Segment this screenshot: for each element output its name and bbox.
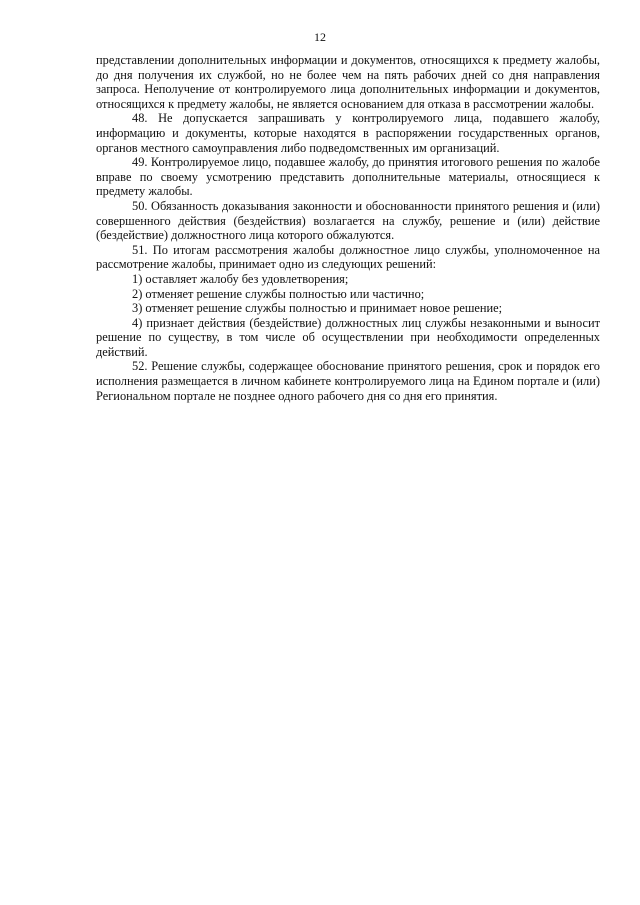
paragraph-50: 50. Обязанность доказывания законности и обоснованности принятого решения и (или) совершенного действия (бездействия) возлагается на службу, решение и (или) действие (бездействие) должностного лица которого обжалуются. (96, 198, 600, 243)
paragraph-51: 51. По итогам рассмотрения жалобы должностное лицо службы, уполномоченное на рассмотрение жалобы, принимает одно из следующих решений: (96, 242, 600, 272)
page-number: 12 (314, 30, 326, 44)
list-item-3: 3) отменяет решение службы полностью и принимает новое решение; (132, 301, 503, 316)
document-body (96, 53, 600, 403)
paragraph-48: 48. Не допускается запрашивать у контролируемого лица, подавшего жалобу, информацию и документы, которые находятся в распоряжении государственных органов, органов местного самоуправления либо подведомственных им организаций. (96, 111, 600, 155)
paragraph-49: 49. Контролируемое лицо, подавшее жалобу, до принятия итогового решения по жалобе вправе по своему усмотрению представить дополнительные материалы, относящиеся к предмету жалобы. (96, 155, 600, 199)
list-item-4: 4) признает действия (бездействие) должностных лиц службы незаконными и выносит решение по существу, в том числе об осуществлении при необходимости определенных действий. (96, 315, 600, 359)
paragraph-continuation: представлении дополнительных информации и документов, относящихся к предмету жалобы, до дня получения их службой, но не более чем на пять рабочих дней со дня направления запроса. Неполучение от контролируемого лица дополнительных информации и документов, относящихся к предмету жалобы, не является основанием для отказа в рассмотрении жалобы. (96, 53, 600, 111)
paragraph-52: 52. Решение службы, содержащее обоснование принятого решения, срок и порядок его исполнения размещается в личном кабинете контролируемого лица на Едином портале и (или) Региональном портале не позднее одного рабочего дня со дня его принятия. (96, 359, 600, 403)
list-item-1: 1) оставляет жалобу без удовлетворения; (132, 271, 349, 286)
list-item-2: 2) отменяет решение службы полностью или частично; (132, 286, 425, 301)
